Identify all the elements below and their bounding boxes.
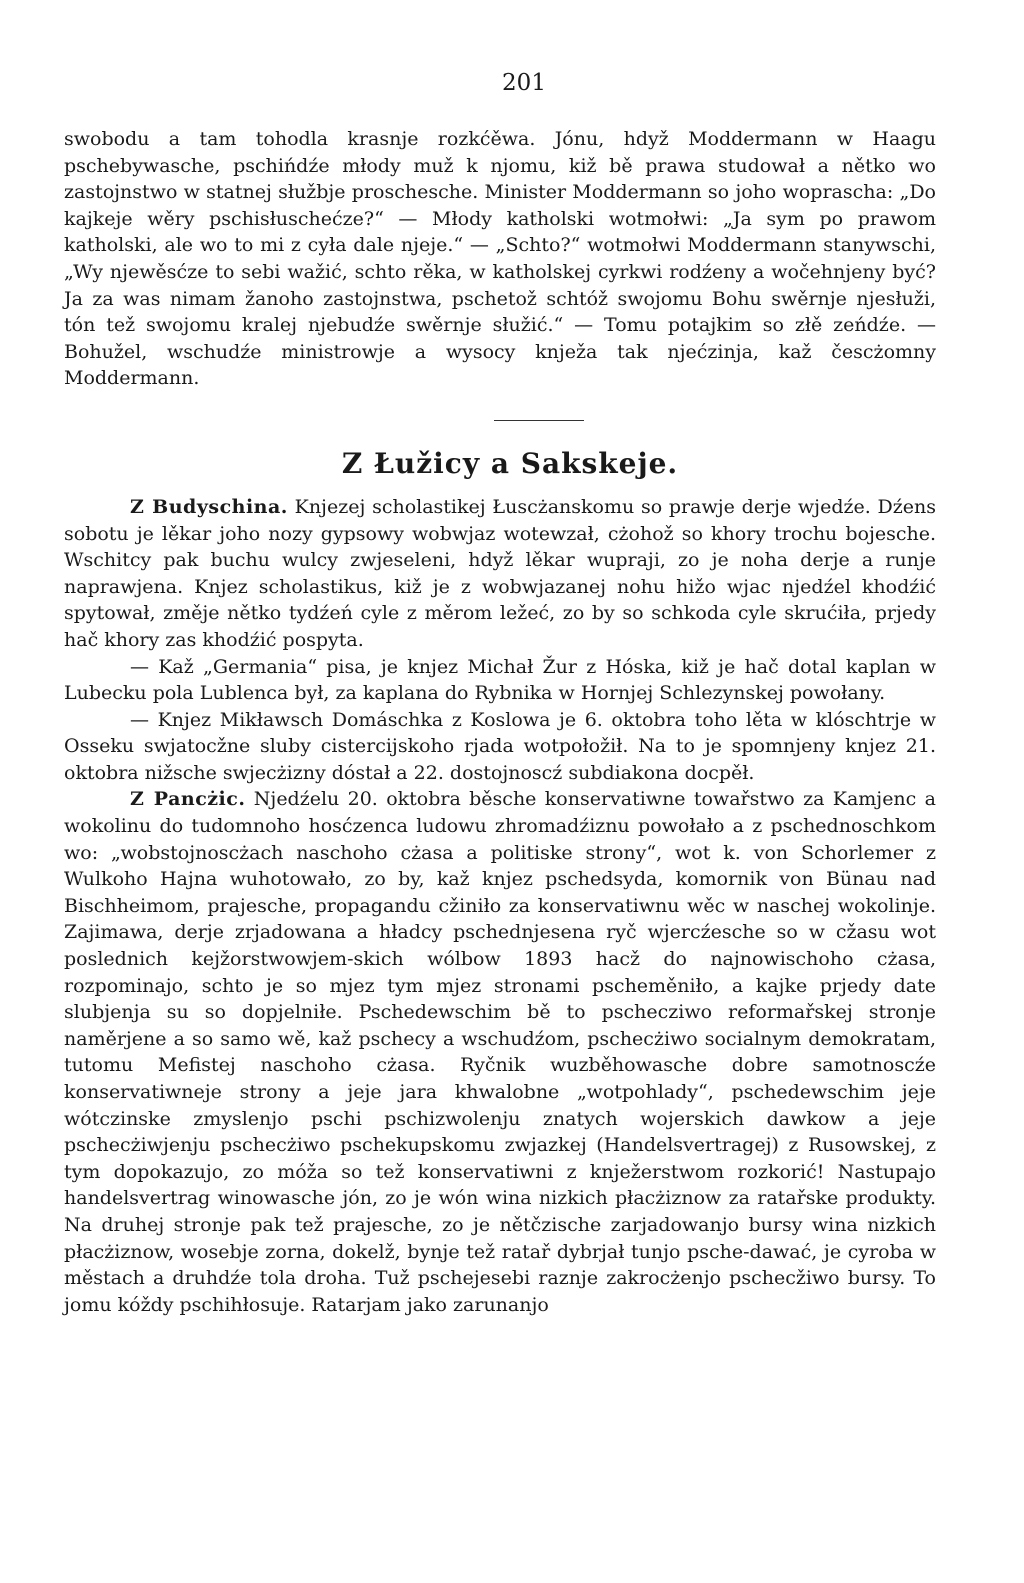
section-heading: Z Łužicy a Sakskeje. [341,446,679,480]
paragraph-panczic [64,786,936,1318]
page-number: 201 [502,70,546,96]
paragraph-domaschka: — Knjez Mikławsch Domáschka z Koslowa je 6. oktobra toho lěta w klóschtrje w Osseku swjatocžne sluby cistercijskoho rjada wotpołožił. Na to je spomnjeny knjez 21. oktobra nižsche swjecżizny dóstał a 22. dostojnoscź subdiakona docpěł. [64,708,936,784]
paragraph-germania: — Kaž „Germania“ pisa, je knjez Michał Žur z Hóska, kiž je hač dotal kaplan w Lubecku pola Lublenca był, za kaplana do Rybnika w Hornjej Schlezynskej powołany. [64,655,936,705]
paragraph-body-budyschin: Knjezej scholastikej Łuscżanskomu so prawje derje wjedźe. Dźens sobotu je lěkar joho nozy gypsowy wobwjaz wotewzał, cżohož so khory trochu bojesche. Wschitcy pak buchu wulcy zwjeseleni, hdyž lěkar wupraji, zo je noha derje a runje naprawjena. Knjez scholastikus, kiž je z wobwjazanej nohu hižo wjac njedźel khodźić spytował, změje nětko tydźeń cyle z měrom ležeć, zo by so schkoda cyle skrućiła, prjedy hač khory zas khodźić pospyta. [64,495,936,651]
paragraph-moddermann: swobodu a tam tohodla krasnje rozkćěwa. Jónu, hdyž Moddermann w Haagu pschebywasche, pschińdźe młody muž k njomu, kiž bě prawa studował a nětko wo zastojnstwo w statnej słužbje proschesche. Minister Moddermann so joho woprascha: „Do kajkeje wěry pschisłuschećze?“ — Młody katholski wotmołwi: „Ja sym po prawom katholski, ale wo to mi z cyła dale njeje.“ — „Schto?“ wotmołwi Moddermann stanywschi, „Wy njewěsćze to sebi wažić, schto rěka, w katholskej cyrkwi rodźeny a wočehnjeny być? Ja za was nimam žanoho zastojnstwa, pschetož schtóž swojomu Bohu swěrnje njesłuži, tón tež swojomu kralej njebudźe swěrnje słužić.“ — Tomu potajkim so złě zeńdźe. — Bohužel, wschudźe ministrowje a wysocy knježa tak njećzinja, kaž čescżomny Moddermann. [64,128,936,390]
section-divider [494,420,584,421]
paragraph-budyschin [64,494,936,654]
paragraph-lead-panczic: Z Pancżic. [130,788,246,811]
paragraph-lead-budyschin: Z Budyschina. [130,495,288,518]
paragraph-body-panczic: Njedźelu 20. oktobra běsche konservatiwne towařstwo za Kamjenc a wokolinu do tudomnoho hosćzenca ludowu zhromadźiznu powołało a z pschednoschkom wo: „wobstojnoscżach naschoho cżasa a politiske strony“, wot k. von Schorlemer z Wulkoho Hajna wuhotowało, zo by, kaž knjez pschedsyda, komornik von Bünau nad Bischheimom, prajesche, propagandu cžiniło za konservatiwnu wěc w naschej wokolinje. Zajimawa, derje zrjadowana a hładcy pschednjesena ryč wjercźesche so w cžasu wot poslednich kejžorstwowjem-skich wólbow 1893 hacž do najnowischoho cżasa, rozpominajo, schto je so mjez tym mjez stronami pscheměniło, a kajke prjedy date slubjenja su so dopjelniłe. Pschedewschim bě to pschecziwo reformařskej stronje naměrjene a so samo wě, kaž pschecy a wschudźom, pschecżiwo socialnym demokratam, tutomu Mefistej naschoho cżasa. Ryčnik wuzběhowasche dobre samotnoscźe konservatiwneje strony a jeje jara khwalobne „wotpohlady“, pschedewschim jeje wótczinske zmyslenjo pschi pschizwolenju znatych wojerskich dawkow a jeje pschecżiwjenju pschecżiwo pschekupskomu zwjazkej (Handelsvertragej) z Rusowskej, z tym dopokazujo, zo móža so tež konservatiwni z knježerstwom rozkorić! Nastupajo handelsvertrag winowasche jón, zo je wón wina nizkich płacżiznow za ratařske produkty. Na druhej stronje pak tež prajesche, zo je nětčzische zarjadowanjo bursy wina nizkich płacżiznow, wosebje zorna, dokelž, bynje tež ratař dybrjał tunjo psche-dawać, je cyroba w městach a druhdźe tola droha. Tuž pschejesebi raznje zakrocżenjo pschecžiwo bursy. To jomu kóždy pschihłosuje. Ratarjam jako zarunanjo [64,788,936,1316]
